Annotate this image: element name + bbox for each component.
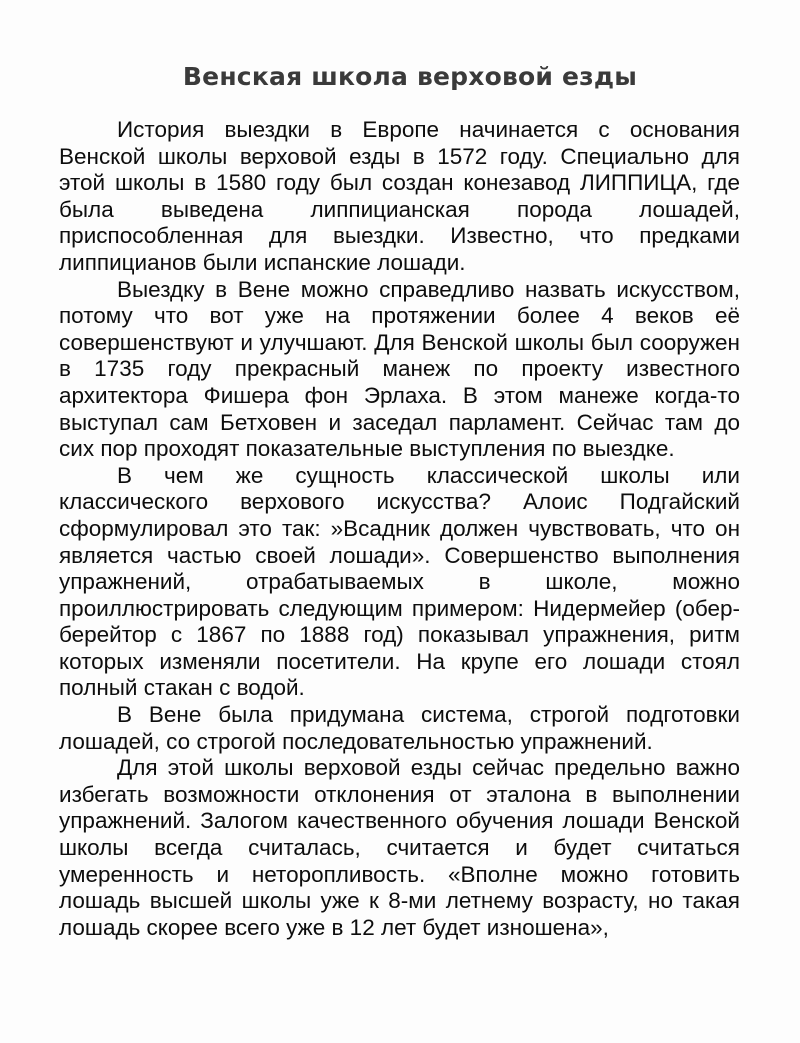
paragraph-standards: Для этой школы верховой езды сейчас предельно важно избегать возможности отклонения от эталона в выполнении упражнений. Залогом качественного обучения лошади Венской школы всегда считалась, считается и будет считаться умеренность и неторопливость. «Вполне можно готовить лошадь высшей школы уже к 8-ми летнему возрасту, но такая лошадь скорее всего уже в 12 лет будет изношена», bbox=[59, 755, 740, 940]
paragraph-classical-school: В чем же сущность классической школы или классического верхового искусства? Алоис Подгайский сформулировал это так: »Всадник должен чувствовать, что он является частью своей лошади». Совершенство выполнения упражнений, отрабатываемых в школе, можно проиллюстрировать следующим примером: Нидермейер (обер-берейтор с 1867 по 1888 год) показывал упражнения, ритм которых изменяли посетители. На крупе его лошади стоял полный стакан с водой. bbox=[59, 462, 740, 701]
paragraph-vienna-art: Выездку в Вене можно справедливо назвать искусством, потому что вот уже на протяжении более 4 веков её совершенствуют и улучшают. Для Венской школы был сооружен в 1735 году прекрасный манеж по проекту известного архитектора Фишера фон Эрлаха. В этом манеже когда-то выступал сам Бетховен и заседал парламент. Сейчас там до сих пор проходят показательные выступления по выездке. bbox=[59, 276, 740, 462]
document-body bbox=[59, 117, 740, 941]
document-title: Венская школа верховой езды bbox=[182, 62, 638, 91]
paragraph-training-system: В Вене была придумана система, строгой подготовки лошадей, со строгой последовательностью упражнений. bbox=[59, 702, 740, 754]
paragraph-history: История выездки в Европе начинается с основания Венской школы верховой езды в 1572 году. Специально для этой школы в 1580 году был создан конезавод ЛИППИЦА, где была выведена липпицианская порода лошадей, приспособленная для выездки. Известно, что предками липпицианов были испанские лошади. bbox=[59, 117, 740, 275]
